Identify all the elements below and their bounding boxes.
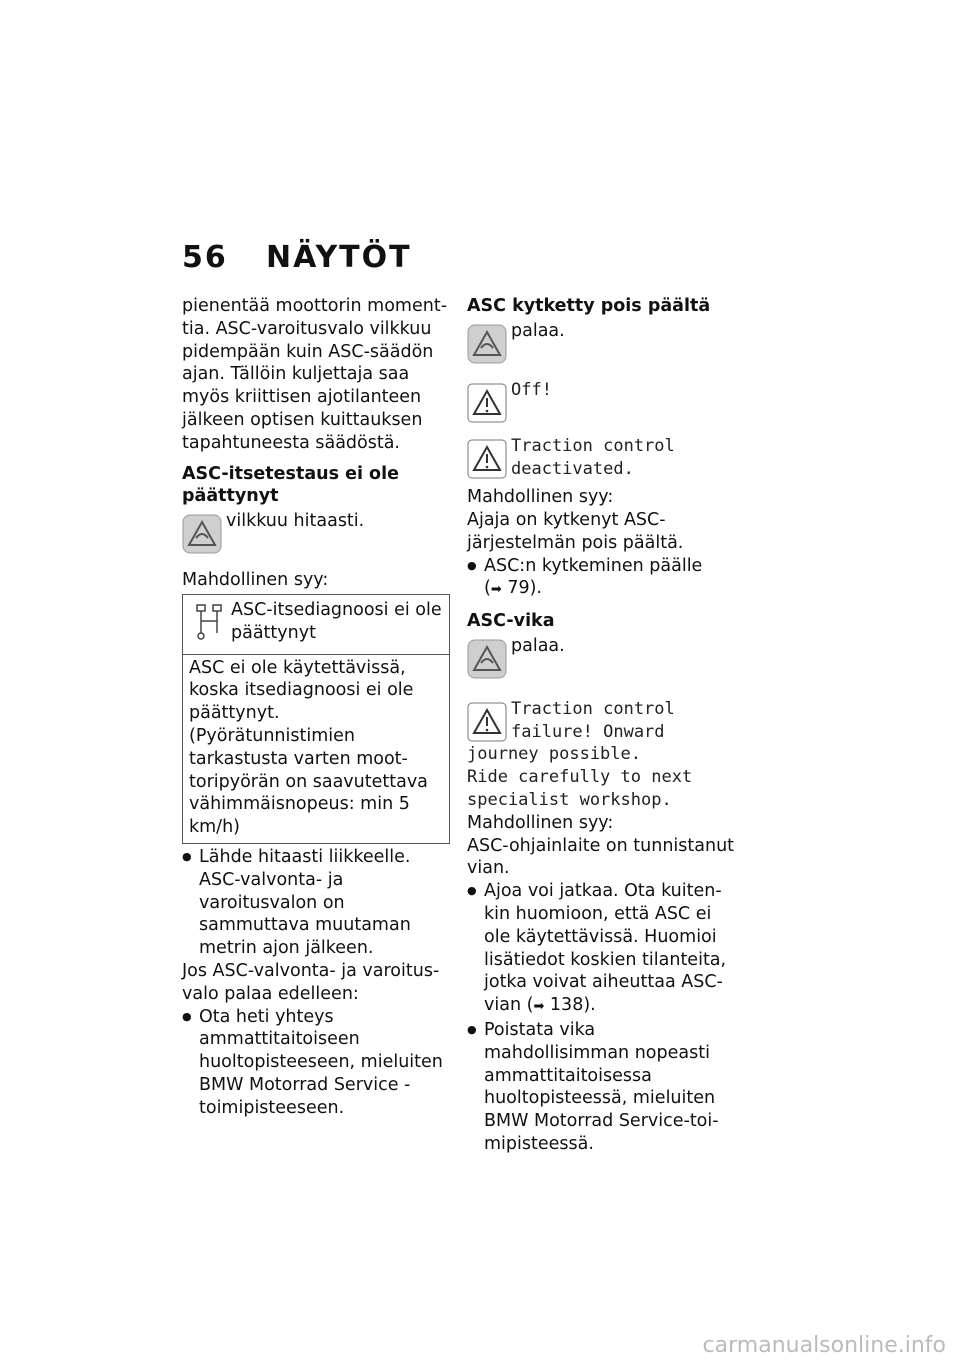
right-column (467, 295, 735, 1156)
note-if-lamp-stays-on: Jos ASC-valvonta- ja varoitusvalo palaa edelleen: (182, 960, 440, 1004)
asc-off-lamp-row (467, 320, 735, 371)
asc-warning-lamp-icon (467, 639, 507, 686)
asc-fault-lamp-row (467, 635, 735, 686)
cause-text: ASC-ohjainlaite on tunnistanut vian. (467, 835, 735, 879)
display-text-line: Traction control (511, 436, 675, 457)
bullet-repair-fault: ● Poistata vika mahdollisimman nopeasti ammattitaitoisessa huoltopisteessä, mieluiten BMW Motorrad Service-toimipisteessä. (467, 1019, 735, 1156)
display-text-line: Traction control (511, 698, 675, 719)
general-warning-icon (467, 383, 507, 430)
bullet-text: ASC:n kytkeminen päälle (484, 555, 703, 576)
bullet-text: Ajoa voi jatkaa. Ota kuitenkin huomioon, että ASC ei ole käytettävissä. Huomioi lisätiedot koskien tilanteita, jotka voivat aiheuttaa ASC-vian (484, 881, 727, 1016)
cause-label: Mahdollinen syy: (182, 569, 329, 590)
box-body: ASC ei ole käytettävissä, koska itsediagnoosi ei ole päättynyt. (Pyörätunnistimien tarkastusta varten moottoripyörän on saavutettava vähimmäisnopeus: min 5 km/h) (189, 657, 428, 838)
page-reference[interactable]: 79). (507, 578, 542, 599)
general-warning-icon (467, 702, 507, 749)
lamp-state-text: palaa. (511, 635, 565, 656)
cause-label: Mahdollinen syy: (467, 487, 614, 508)
watermark: carmanualsonline.info (702, 1333, 946, 1358)
lamp-state-text: vilkkuu hitaasti. (226, 511, 365, 532)
section-heading-asc-selftest: ASC-itsetestaus ei ole päättynyt (182, 463, 399, 507)
display-text-line: deactivated. (511, 459, 634, 480)
section-heading-asc-off: ASC kytketty pois päältä (467, 296, 711, 316)
page-number: 56 (182, 240, 228, 275)
display-text-line: specialist workshop. (467, 789, 672, 810)
display-text-off: Off! (511, 379, 552, 400)
display-text-line: Ride carefully to next (467, 767, 693, 788)
box-title: ASC-itsediagnoosi ei ole päättynyt (231, 599, 442, 643)
bullet-continue-ride: ● Ajoa voi jatkaa. Ota kuitenkin huomioon, että ASC ei ole käytettävissä. Huomioi lisätiedot koskien tilanteita, jotka voivat aiheuttaa ASC-vian (➡ 138). (467, 880, 735, 1019)
wheel-sensor-icon (195, 601, 223, 648)
section-heading-asc-fault: ASC-vika (467, 611, 555, 632)
display-deactivated-row (467, 435, 735, 486)
page-header (182, 240, 412, 275)
display-off-row (467, 379, 735, 430)
page-reference-arrow-icon: ➡ (490, 582, 502, 598)
cause-label: Mahdollinen syy: (467, 812, 614, 833)
bullet-start-slowly: ● Lähde hitaasti liikkeelle. ASC-valvonta- ja varoitusvalon on sammuttava muutaman metrin ajon jälkeen. (182, 846, 450, 960)
display-text-line: failure! Onward (511, 721, 665, 742)
page-reference[interactable]: 138). (549, 995, 596, 1016)
lamp-state-text: palaa. (511, 320, 565, 341)
display-text-line: journey possible. (467, 744, 641, 765)
selftest-info-box (182, 594, 450, 844)
asc-warning-lamp-icon (182, 514, 222, 561)
asc-lamp-row (182, 510, 450, 561)
intro-paragraph: pienentää moottorin momenttia. ASC-varoitusvalo vilkkuu pidempään kuin ASC-säädön ajan. Tällöin kuljettaja saa myös kriittisen ajotilanteen jälkeen optisen kuittauksen tapahtuneesta säädöstä. (182, 296, 448, 453)
bullet-switch-asc-on: ● ASC:n kytkeminen päälle (➡ 79). (467, 555, 735, 603)
general-warning-icon (467, 439, 507, 486)
left-column (182, 295, 450, 1120)
bullet-contact-service: ● Ota heti yhteys ammattitaitoiseen huoltopisteeseen, mieluiten BMW Motorrad Service -toimipisteeseen. (182, 1006, 450, 1120)
asc-warning-lamp-icon (467, 324, 507, 371)
display-failure-block (467, 698, 735, 812)
cause-text: Ajaja on kytkenyt ASC-järjestelmän pois päältä. (467, 509, 684, 553)
page-reference-arrow-icon: ➡ (533, 999, 545, 1015)
page-title: NÄYTÖT (266, 240, 412, 275)
